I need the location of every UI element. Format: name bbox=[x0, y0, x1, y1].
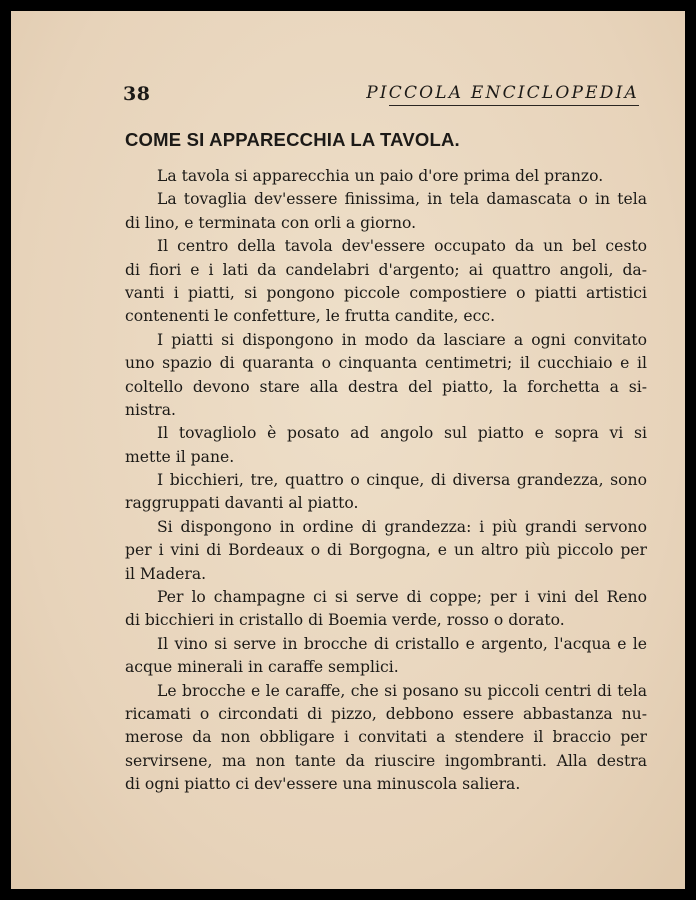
text-line: I bicchieri, tre, quattro o cinque, di diversa grandezza, sono bbox=[157, 471, 647, 490]
text-line: di lino, e terminata con orli a giorno. bbox=[125, 213, 417, 232]
header-rule bbox=[389, 105, 639, 106]
text-line: di fiori e i lati da candelabri d'argento; ai quattro angoli, da- bbox=[125, 260, 647, 279]
text-line: Il centro della tavola dev'essere occupato da un bel cesto bbox=[157, 237, 647, 256]
running-head: PICCOLA ENCICLOPEDIA bbox=[366, 83, 639, 103]
text-line: I piatti si dispongono in modo da lasciare a ogni convitato bbox=[157, 330, 647, 349]
text-line: Per lo champagne ci si serve di coppe; per i vini del Reno bbox=[157, 588, 647, 607]
text-line: La tavola si apparecchia un paio d'ore prima del pranzo. bbox=[157, 167, 604, 185]
book-page bbox=[11, 11, 685, 889]
text-line: coltello devono stare alla destra del piatto, la forchetta a si- bbox=[125, 377, 647, 396]
body-text bbox=[125, 165, 647, 797]
text-line: uno spazio di quaranta o cinquanta centimetri; il cucchiaio e il bbox=[125, 354, 647, 373]
text-line: mette il pane. bbox=[125, 447, 235, 466]
page-header bbox=[123, 77, 643, 109]
text-line: Le brocche e le caraffe, che si posano su piccoli centri di tela bbox=[157, 681, 647, 700]
text-line: di bicchieri in cristallo di Boemia verde, rosso o dorato. bbox=[125, 611, 565, 630]
text-line: ricamati o circondati di pizzo, debbono essere abbastanza nu- bbox=[125, 704, 647, 723]
text-line: La tovaglia dev'essere finissima, in tela damascata o in tela bbox=[157, 190, 647, 209]
text-line: Il tovagliolo è posato ad angolo sul piatto e sopra vi si bbox=[157, 424, 647, 443]
text-line: per i vini di Bordeaux o di Borgogna, e un altro più piccolo per bbox=[125, 541, 647, 560]
text-line: nistra. bbox=[125, 400, 177, 419]
text-line: vanti i piatti, si pongono piccole compostiere o piatti artistici bbox=[125, 283, 647, 302]
section-title: COME SI APPARECCHIA LA TAVOLA. bbox=[125, 129, 460, 150]
text-line: di ogni piatto ci dev'essere una minuscola saliera. bbox=[125, 775, 521, 794]
text-line: merose da non obbligare i convitati a stendere il braccio per bbox=[125, 728, 647, 747]
text-line: servirsene, ma non tante da riuscire ingombranti. Alla destra bbox=[125, 751, 647, 770]
text-line: Il vino si serve in brocche di cristallo e argento, l'acqua e le bbox=[157, 634, 647, 653]
text-line: acque minerali in caraffe semplici. bbox=[125, 658, 399, 677]
text-line: il Madera. bbox=[125, 564, 207, 583]
text-line: Si dispongono in ordine di grandezza: i più grandi servono bbox=[157, 517, 647, 536]
text-line: raggruppati davanti al piatto. bbox=[125, 494, 359, 513]
page-number: 38 bbox=[123, 83, 151, 105]
text-line: contenenti le confetture, le frutta candite, ecc. bbox=[125, 307, 496, 326]
